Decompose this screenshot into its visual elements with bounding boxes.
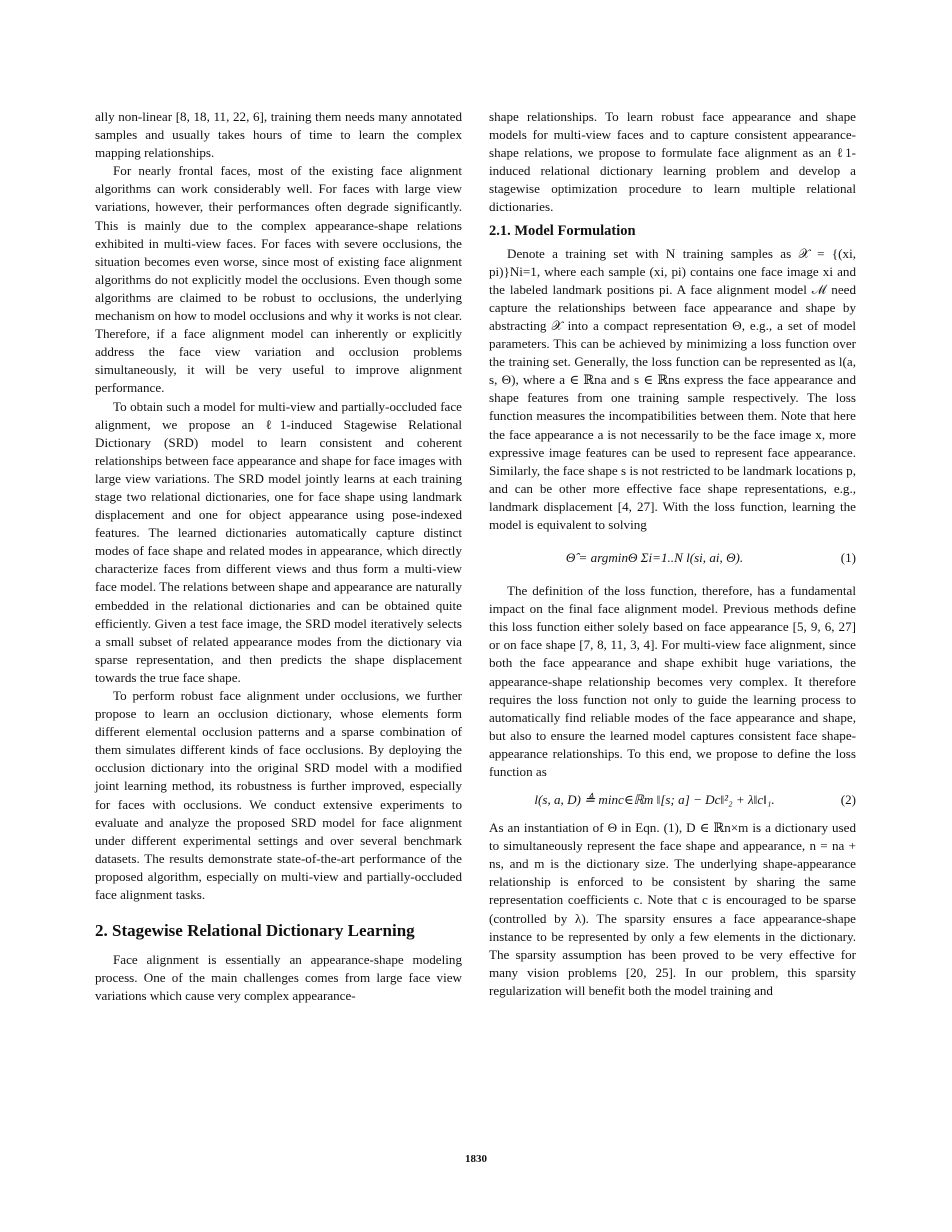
paragraph: As an instantiation of Θ in Eqn. (1), D ∈ ℝn×m is a dictionary used to simultaneously represent the face shape and appearance, n = na + ns, and m is the dictionary size. The underlying shape-appearance relationship is enforced to be consistent by sharing the same representation coefficients c. Note that c is encouraged to be sparse (controlled by λ). The sparsity ensures a face appearance-shape instance to be represented by only a few elements in the dictionary. The sparsity assumption has been proved to be very effective for many vision problems [20, 25]. In our problem, this sparsity regularization will benefit both the model training and <box>489 820 856 998</box>
section-heading: 2. Stagewise Relational Dictionary Learning <box>95 921 415 941</box>
paragraph: To perform robust face alignment under occlusions, we further propose to learn an occlusion dictionary, whose elements form different elemental occlusion patterns and a sparse combination of them simulates different kinds of face occlusions. By deploying the occlusion dictionary into the original SRD model with a modified joint learning method, its robustness is further improved, especially for faces with occlusions. We conduct extensive experiments to evaluate and analyze the proposed SRD model for face alignment under different experimental settings and over several benchmark datasets. The results demonstrate state-of-the-art performance of the proposed algorithm, especially on multi-view and partially-occluded face alignment tasks. <box>95 688 462 903</box>
equation-1-number: (1) <box>840 550 856 566</box>
left-column <box>95 108 462 1005</box>
equation-2-body: l(s, a, D) ≜ minc∈ℝm ‖[s; a] − Dc‖²₂ + λ‖c‖₁. <box>534 792 775 808</box>
equation-1-body: Θ̂ = argminΘ Σi=1..N l(si, ai, Θ). <box>565 550 744 566</box>
paragraph: Denote a training set with N training samples as 𝒳 = {(xi, pi)}Ni=1, where each sample (xi, pi) contains one face image xi and the labeled landmark positions pi. A face alignment model ℳ need capture the relationships between face appearance and shape by abstracting 𝒳 into a compact representation Θ, e.g., a set of model parameters. This can be achieved by minimizing a loss function over the training set. Generally, the loss function can be represented as l(a, s, Θ), where a ∈ ℝna and s ∈ ℝns express the face appearance and shape features from one training sample respectively. The loss function measures the incompatibilities between them. Note that here the face appearance a is not necessarily to be the face image x, more expressive image features can be used to represent face appearance. Similarly, the face shape s is not restricted to be landmark locations p, and can be other more effective face shape representations, e.g., landmark displacement [4, 27]. With the loss function, learning the model is equivalent to solving <box>489 245 856 532</box>
paragraph: ally non-linear [8, 18, 11, 22, 6], training them needs many annotated samples and usually takes hours of time to learn the complex mapping relationships. <box>95 109 462 161</box>
equation-2-number: (2) <box>840 792 856 808</box>
equation-1 <box>489 538 856 578</box>
equation-2 <box>489 785 856 815</box>
paragraph: Face alignment is essentially an appearance-shape modeling process. One of the main challenges comes from large face view variations which cause very complex appearance- <box>95 952 462 1004</box>
right-column <box>489 108 856 1000</box>
page-number: 1830 <box>465 1153 487 1165</box>
paragraph: The definition of the loss function, therefore, has a fundamental impact on the final face alignment model. Previous methods define this loss function either solely based on face appearance [5, 9, 6, 27] or on face shape [7, 8, 11, 3, 4]. For multi-view face alignment, since both the face appearance and shape exhibit huge variations, the appearance-shape relationship becomes very complex. It therefore requires the loss function not only to guide the learning process to automatically find reliable modes of the face appearance and shape, but also to ensure the learned model captures consistent face shape-appearance relationships. To this end, we propose to define the loss function as <box>489 583 856 779</box>
paragraph: To obtain such a model for multi-view and partially-occluded face alignment, we propose an ℓ1-induced Stagewise Relational Dictionary (SRD) model to learn consistent and coherent relationships between face appearance and shape for face images with large view variations. The SRD model jointly learns at each training stage two relational dictionaries, one for face shape using landmark displacement and one for object appearance using pose-indexed features. The learned dictionaries automatically capture distinct modes of face shape and related modes in appearance, which directly characterize faces from different views and thus form a multi-view face model. The relations between shape and appearance are naturally embedded in the relational dictionaries and can be obtained quite efficiently. Given a test face image, the SRD model iteratively selects a small subset of related appearance modes from the dictionary via sparse representation, and then predicts the shape displacement towards the true face shape. <box>95 398 462 685</box>
paragraph: For nearly frontal faces, most of the existing face alignment algorithms can work considerably well. For faces with large view variations, however, their performances often degrade significantly. This is mainly due to the complex appearance-shape relations exhibited in multi-view faces. For faces with severe occlusions, the situation becomes even worse, since most of existing face alignment algorithms do not explicitly model the occlusions. Even though some algorithms are claimed to be robust to occlusions, the underlying mechanism on how to model occlusions and why it works is not clear. Therefore, if a face alignment model can inherently or explicitly address the face view variation and occlusion problems simultaneously, it will be very useful to improve alignment performance. <box>95 163 462 396</box>
paragraph: shape relationships. To learn robust face appearance and shape models for multi-view faces and to capture consistent appearance-shape relations, we propose to formulate face alignment as an ℓ1-induced relational dictionary learning problem and develop a stagewise optimization procedure to learn multiple relational dictionaries. <box>489 109 856 215</box>
subsection-heading: 2.1. Model Formulation <box>489 222 636 239</box>
